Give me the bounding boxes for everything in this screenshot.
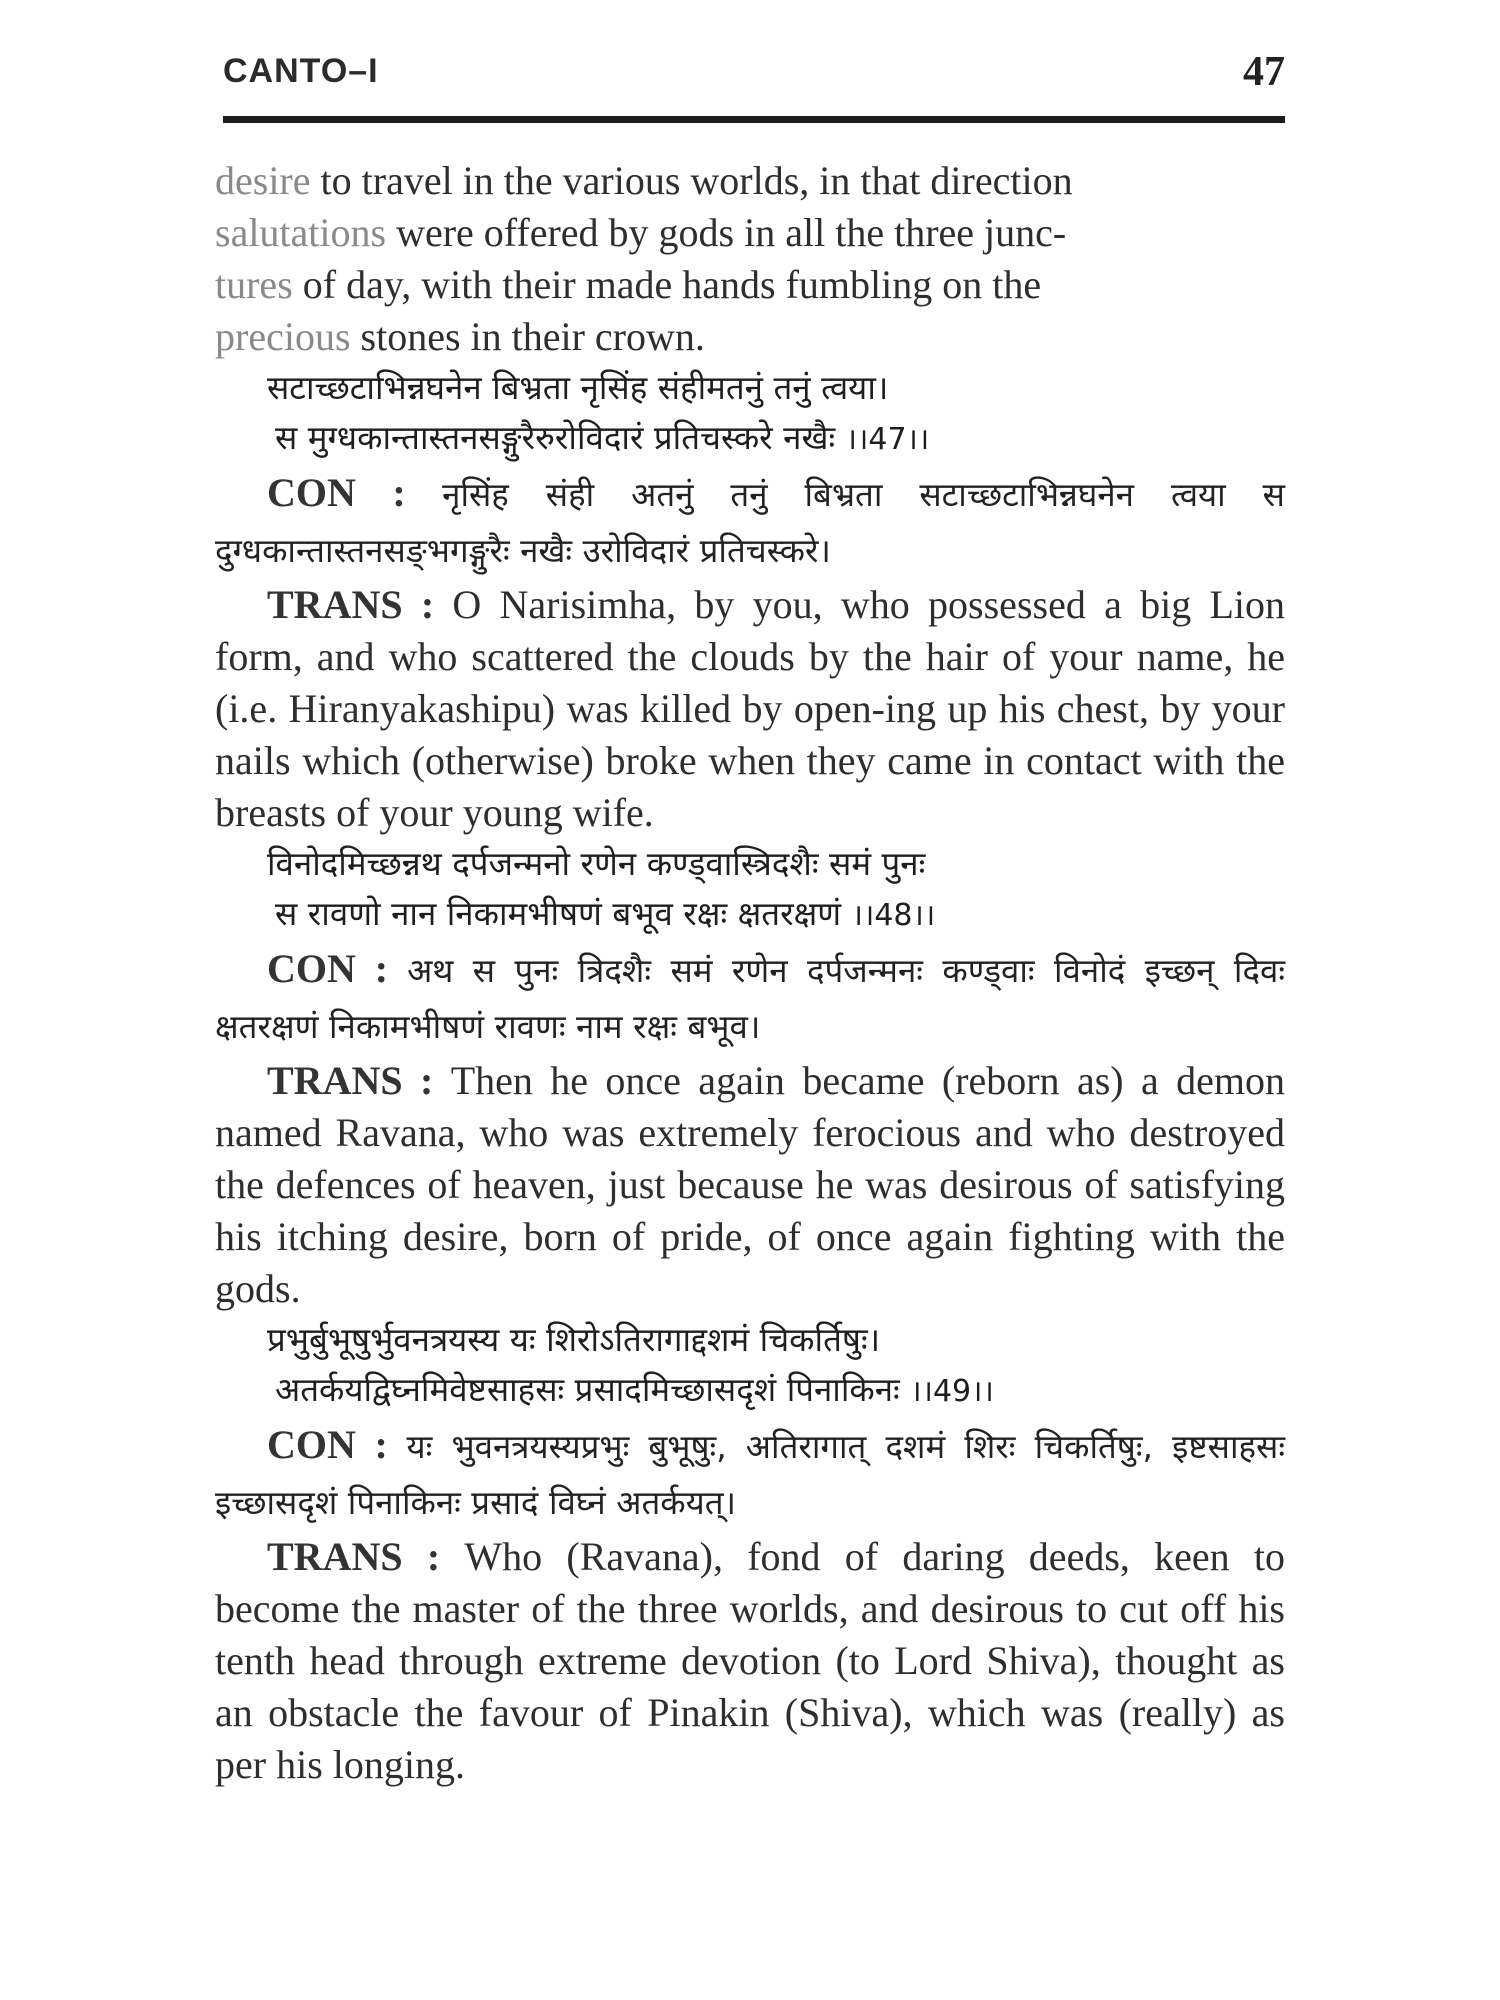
verse-number: ।।48।। [851,898,936,933]
translation-48 [215,1055,1285,1315]
con-label: CON : [267,470,443,515]
verse-48-line-2 [215,889,1285,941]
con-text: यः भुवनत्रयस्यप्रभुः बुभूषुः, अतिरागात् दशमं शिरः चिकर्तिषुः, इष्टसाहसः इच्छासदृशं पिनाकिनः प्रसादं विघ्नं अतर्कयत्। [215,1427,1285,1522]
trans-label: TRANS : [267,582,453,627]
verse-number: ।।47।। [845,422,930,457]
verse-49-line-1: प्रभुर्बुभूषुर्भुवनत्रयस्य यः शिरोऽतिरागाद्दशमं चिकर्तिषुः। [267,1320,881,1359]
verse-49-line-2 [215,1365,1285,1417]
book-page [215,40,1285,1980]
construction-47 [215,465,1285,579]
trans-text: Then he once again became (reborn as) a demon named Ravana, who was extremely ferocious and who destroyed the defences of heaven, just because he was desirous of satisfying his itching desire, born of pride, of once again fighting with the gods. [215,1058,1285,1311]
con-label: CON : [267,1422,407,1467]
intro-line-3: of day, with their made hands fumbling on the [292,262,1042,307]
page-header [215,40,1285,120]
trans-label: TRANS : [267,1058,451,1103]
intro-line-4: stones in their crown. [350,314,705,359]
intro-word-2: salutations [215,210,387,255]
construction-49 [215,1417,1285,1531]
running-head: CANTO–I [223,52,379,90]
con-label: CON : [267,946,408,991]
intro-line-1: to travel in the various worlds, in that direction [310,158,1073,203]
trans-label: TRANS : [267,1534,465,1579]
verse-49-text: अतर्कयद्विघ्नमिवेष्टसाहसः प्रसादमिच्छासदृशं पिनाकिनः [275,1370,900,1409]
page-body [215,155,1285,1791]
verse-47-line-1: सटाच्छटाभिन्नघनेन बिभ्रता नृसिंह संहीमतनुं तनुं त्वया। [267,368,889,407]
construction-48 [215,941,1285,1055]
con-text: अथ स पुनः त्रिदशैः समं रणेन दर्पजन्मनः कण्ड्वाः विनोदं इच्छन् दिवः क्षतरक्षणं निकामभीषणं रावणः नाम रक्षः बभूव। [215,951,1285,1046]
con-text: नृसिंह संही अतनुं तनुं बिभ्रता सटाच्छटाभिन्नघनेन त्वया स दुग्धकान्तास्तनसङ्भगङ्गुरैः नखैः उरोविदारं प्रतिचस्करे। [215,475,1285,570]
page-number: 47 [1243,49,1285,95]
verse-47-text: स मुग्धकान्तास्तनसङ्गुरैरुरोविदारं प्रतिचस्करे नखैः [275,418,836,457]
intro-word-1: desire [215,158,311,203]
verse-number: ।।49।। [910,1374,994,1409]
translation-47 [215,579,1285,839]
intro-word-4: precious [215,314,351,359]
intro-paragraph [215,155,1285,363]
trans-text: Who (Ravana), fond of daring deeds, keen to become the master of the three worlds, and desirous to cut off his tenth head through extreme devotion (to Lord Shiva), thought as an obstacle the favour of Pinakin (Shiva), which was (really) as per his longing. [215,1534,1286,1787]
verse-48-line-1: विनोदमिच्छन्नथ दर्पजन्मनो रणेन कण्ड्वास्त्रिदशैः समं पुनः [267,844,926,883]
verse-48-text: स रावणो नान निकामभीषणं बभूव रक्षः क्षतरक्षणं [275,894,842,933]
trans-text: O Narisimha, by you, who possessed a big Lion form, and who scattered the clouds by the hair of your name, he (i.e. Hiranyakashipu) was killed by open-ing up his chest, by your nails which (otherwise) broke when they came in contact with the breasts of your young wife. [215,582,1285,835]
header-rule [223,116,1285,123]
verse-47-line-2 [215,413,1285,465]
translation-49 [215,1531,1285,1791]
intro-word-3: tures [215,262,293,307]
intro-line-2: were offered by gods in all the three junc- [386,210,1067,255]
